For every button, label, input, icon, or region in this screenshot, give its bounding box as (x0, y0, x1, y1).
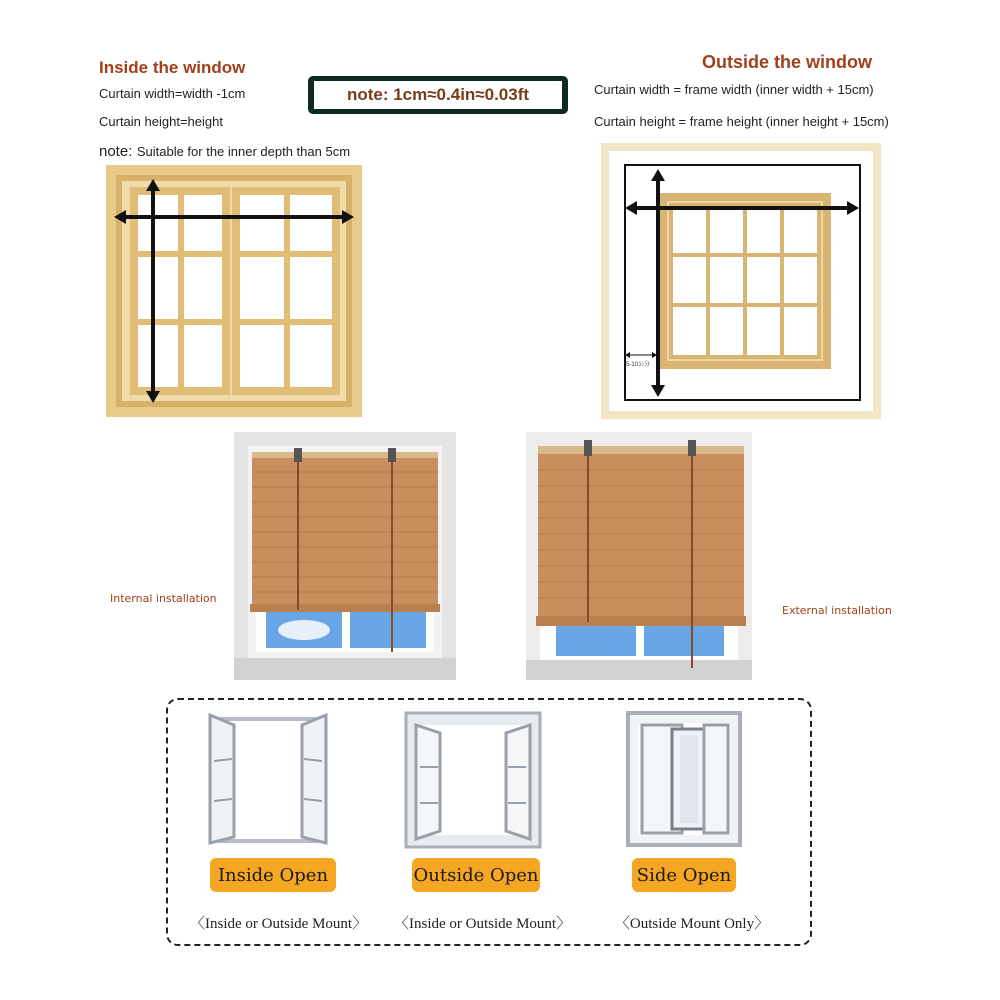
inside-note-label: note: (99, 143, 133, 160)
external-installation-label: External installation (782, 604, 892, 617)
inside-title: Inside the window (99, 58, 246, 77)
gap-label: 5-10公分 (626, 362, 651, 368)
inside-open-mount: 〈Inside or Outside Mount〉 (190, 916, 368, 932)
side-open-label: Side Open (632, 858, 736, 892)
side-open-window-image (626, 711, 742, 847)
external-installation-image (526, 432, 752, 680)
inside-window-image (106, 165, 362, 417)
inside-width-rule: Curtain width=width -1cm (99, 86, 246, 101)
inside-height-rule: Curtain height=height (99, 114, 223, 129)
outside-window-image (601, 143, 881, 419)
internal-installation-label: Internal installation (110, 592, 217, 605)
outside-height-rule: Curtain height = frame height (inner height + 15cm) (594, 114, 889, 129)
inside-open-label: Inside Open (210, 858, 336, 892)
internal-installation-image (234, 432, 456, 680)
inside-open-window-image (206, 711, 330, 847)
outside-width-rule: Curtain width = frame width (inner width + 15cm) (594, 82, 874, 97)
unit-note-box (308, 76, 568, 114)
outside-open-window-image (404, 711, 542, 849)
outside-open-mount: 〈Inside or Outside Mount〉 (394, 916, 572, 932)
inside-note (99, 143, 350, 161)
outside-open-label: Outside Open (412, 858, 540, 892)
unit-note: note: 1cm≈0.4in≈0.03ft (314, 81, 562, 109)
inside-note-text: Suitable for the inner depth than 5cm (136, 144, 351, 159)
side-open-mount: 〈Outside Mount Only〉 (614, 916, 770, 932)
outside-title: Outside the window (702, 52, 872, 72)
